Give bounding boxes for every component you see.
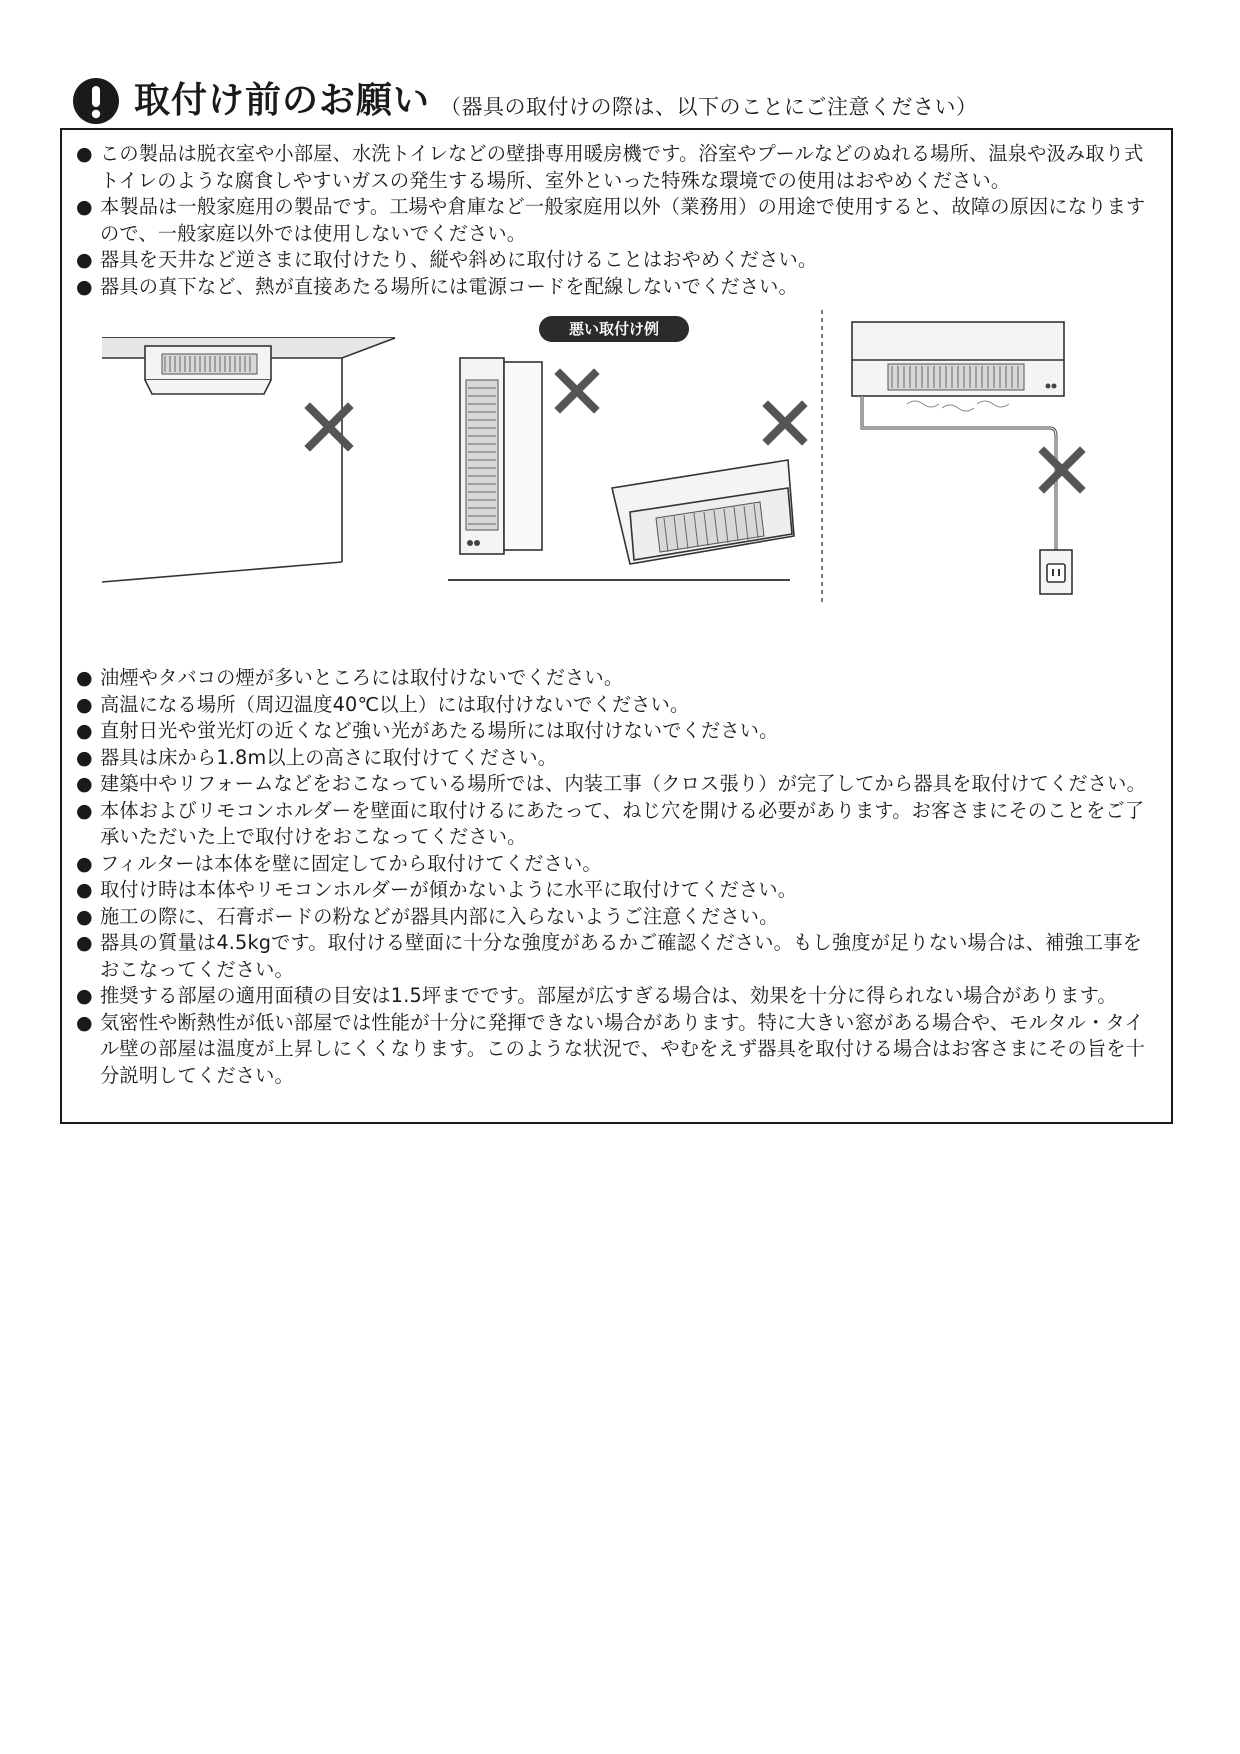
notice-box — [60, 128, 1173, 1124]
top-notes-list — [76, 141, 1161, 300]
x-mark-icon — [560, 374, 594, 408]
page-subtitle: （器具の取付けの際は、以下のことにご注意ください） — [440, 95, 978, 119]
list-item: ● 油煙やタバコの煙が多いところには取付けないでください。 — [76, 665, 1161, 692]
bad-example-label: 悪い取付け例 — [539, 316, 689, 342]
list-item: ● 本製品は一般家庭用の製品です。工場や倉庫など一般家庭用以外（業務用）の用途で使用すると、故障の原因になりますので、一般家庭以外では使用しないでください。 — [76, 194, 1161, 247]
page-header — [72, 76, 978, 126]
list-item: ● 高温になる場所（周辺温度40℃以上）には取付けないでください。 — [76, 692, 1161, 719]
list-item: ● 推奨する部屋の適用面積の目安は1.5坪までです。部屋が広すぎる場合は、効果を十分に得られない場合があります。 — [76, 983, 1161, 1010]
x-mark-icon — [1044, 452, 1080, 488]
list-item: ● フィルターは本体を壁に固定してから取付けてください。 — [76, 851, 1161, 878]
list-item: ● 施工の際に、石膏ボードの粉などが器具内部に入らないようご注意ください。 — [76, 904, 1161, 931]
ceiling-mount-scene — [102, 338, 395, 582]
list-item: ● 建築中やリフォームなどをおこなっている場所では、内装工事（クロス張り）が完了してから器具を取付けてください。 — [76, 771, 1161, 798]
list-item: ● 直射日光や蛍光灯の近くなど強い光があたる場所には取付けないでください。 — [76, 718, 1161, 745]
list-item: ● 取付け時は本体やリモコンホルダーが傾かないように水平に取付けてください。 — [76, 877, 1161, 904]
list-item: ● 器具を天井など逆さまに取付けたり、縦や斜めに取付けることはおやめください。 — [76, 247, 1161, 274]
exclamation-icon — [72, 77, 120, 125]
list-item: ● 器具の質量は4.5kgです。取付ける壁面に十分な強度があるかご確認ください。もし強度が足りない場合は、補強工事をおこなってください。 — [76, 930, 1161, 983]
list-item: ● 本体およびリモコンホルダーを壁面に取付けるにあたって、ねじ穴を開ける必要があります。お客さまにそのことをご了承いただいた上で取付けをおこなってください。 — [76, 798, 1161, 851]
bottom-notes-list — [76, 665, 1161, 1089]
x-mark-icon — [768, 406, 802, 440]
list-item: ● 器具の真下など、熱が直接あたる場所には電源コードを配線しないでください。 — [76, 274, 1161, 301]
list-item: ● 気密性や断熱性が低い部屋では性能が十分に発揮できない場合があります。特に大きい窓がある場合や、モルタル・タイル壁の部屋は温度が上昇しにくくなります。このような状況で、やむをえず器具を取付ける場合はお客さまにその旨を十分説明してください。 — [76, 1010, 1161, 1090]
page-title: 取付け前のお願い — [134, 80, 431, 121]
vertical-diagonal-scene — [448, 358, 794, 580]
list-item: ● 器具は床から1.8m以上の高さに取付けてください。 — [76, 745, 1161, 772]
cord-under-heater-scene — [852, 322, 1072, 594]
list-item: ● この製品は脱衣室や小部屋、水洗トイレなどの壁掛専用暖房機です。浴室やプールなどのぬれる場所、温泉や汲み取り式トイレのような腐食しやすいガスの発生する場所、室外といった特殊な環境での使用はおやめください。 — [76, 141, 1161, 194]
